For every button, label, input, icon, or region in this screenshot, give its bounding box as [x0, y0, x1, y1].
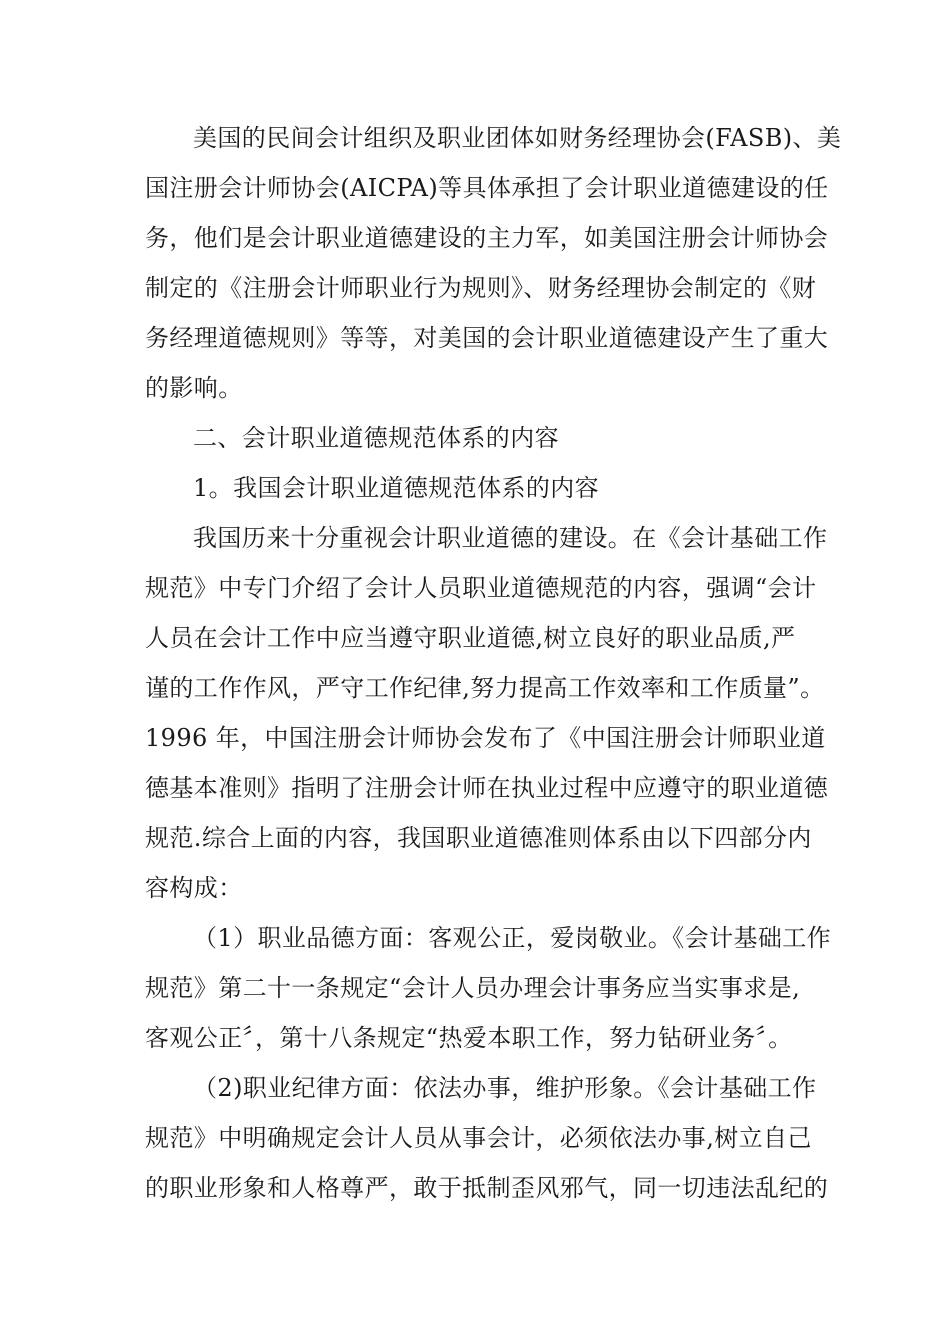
text-line: （2)职业纪律方面：依法办事，维护形象。《会计基础工作: [193, 1074, 817, 1102]
text-line: 人员在会计工作中应当遵守职业道德,树立良好的职业品质,严: [145, 624, 796, 652]
text-line: 的影响。: [145, 374, 243, 402]
text-line: 客观公正〞，第十八条规定“热爱本职工作，努力钻研业务〞。: [145, 1024, 793, 1052]
text-line: 制定的《注册会计师职业行为规则》、财务经理协会制定的《财: [145, 274, 817, 302]
text-line: 谨的工作作风，严守工作纪律,努力提高工作效率和工作质量”。: [145, 674, 825, 702]
text-line: 规范.综合上面的内容，我国职业道德准则体系由以下四部分内: [145, 824, 812, 852]
text-line: 规范》中专门介绍了会计人员职业道德规范的内容，强调“会计: [145, 574, 817, 602]
paragraph-professional-discipline: [145, 1063, 829, 1213]
text-line: 美国的民间会计组织及职业团体如财务经理协会(FASB)、美: [193, 124, 842, 152]
section-heading: [145, 413, 810, 463]
paragraph-china-history: [145, 513, 829, 913]
text-line: 务经理道德规则》等等，对美国的会计职业道德建设产生了重大: [145, 324, 829, 352]
text-line: 的职业形象和人格尊严，敢于抵制歪风邪气，同一切违法乱纪的: [145, 1174, 829, 1202]
text-line: 务，他们是会计职业道德建设的主力军，如美国注册会计师协会: [145, 224, 829, 252]
paragraph-professional-character: [145, 913, 832, 1063]
heading-text: 二、会计职业道德规范体系的内容: [193, 424, 559, 452]
text-line: 规范》中明确规定会计人员从事会计，必须依法办事,树立自己: [145, 1124, 812, 1152]
heading-text: 1。我国会计职业道德规范体系的内容: [193, 474, 600, 502]
text-line: 规范》第二十一条规定“会计人员办理会计事务应当实事求是,: [145, 974, 801, 1002]
text-line: （1）职业品德方面：客观公正，爱岗敬业。《会计基础工作: [193, 924, 832, 952]
text-line: 德基本准则》指明了注册会计师在执业过程中应遵守的职业道德: [145, 774, 829, 802]
text-line: 国注册会计师协会(AICPA)等具体承担了会计职业道德建设的任: [145, 174, 829, 202]
text-line: 1996 年，中国注册会计师协会发布了《中国注册会计师职业道: [145, 724, 826, 752]
paragraph-us-organizations: [145, 113, 842, 413]
document-body: [145, 113, 842, 1213]
text-line: 容构成：: [145, 874, 243, 902]
text-line: 我国历来十分重视会计职业道德的建设。在《会计基础工作: [193, 524, 828, 552]
subsection-heading: [145, 463, 810, 513]
